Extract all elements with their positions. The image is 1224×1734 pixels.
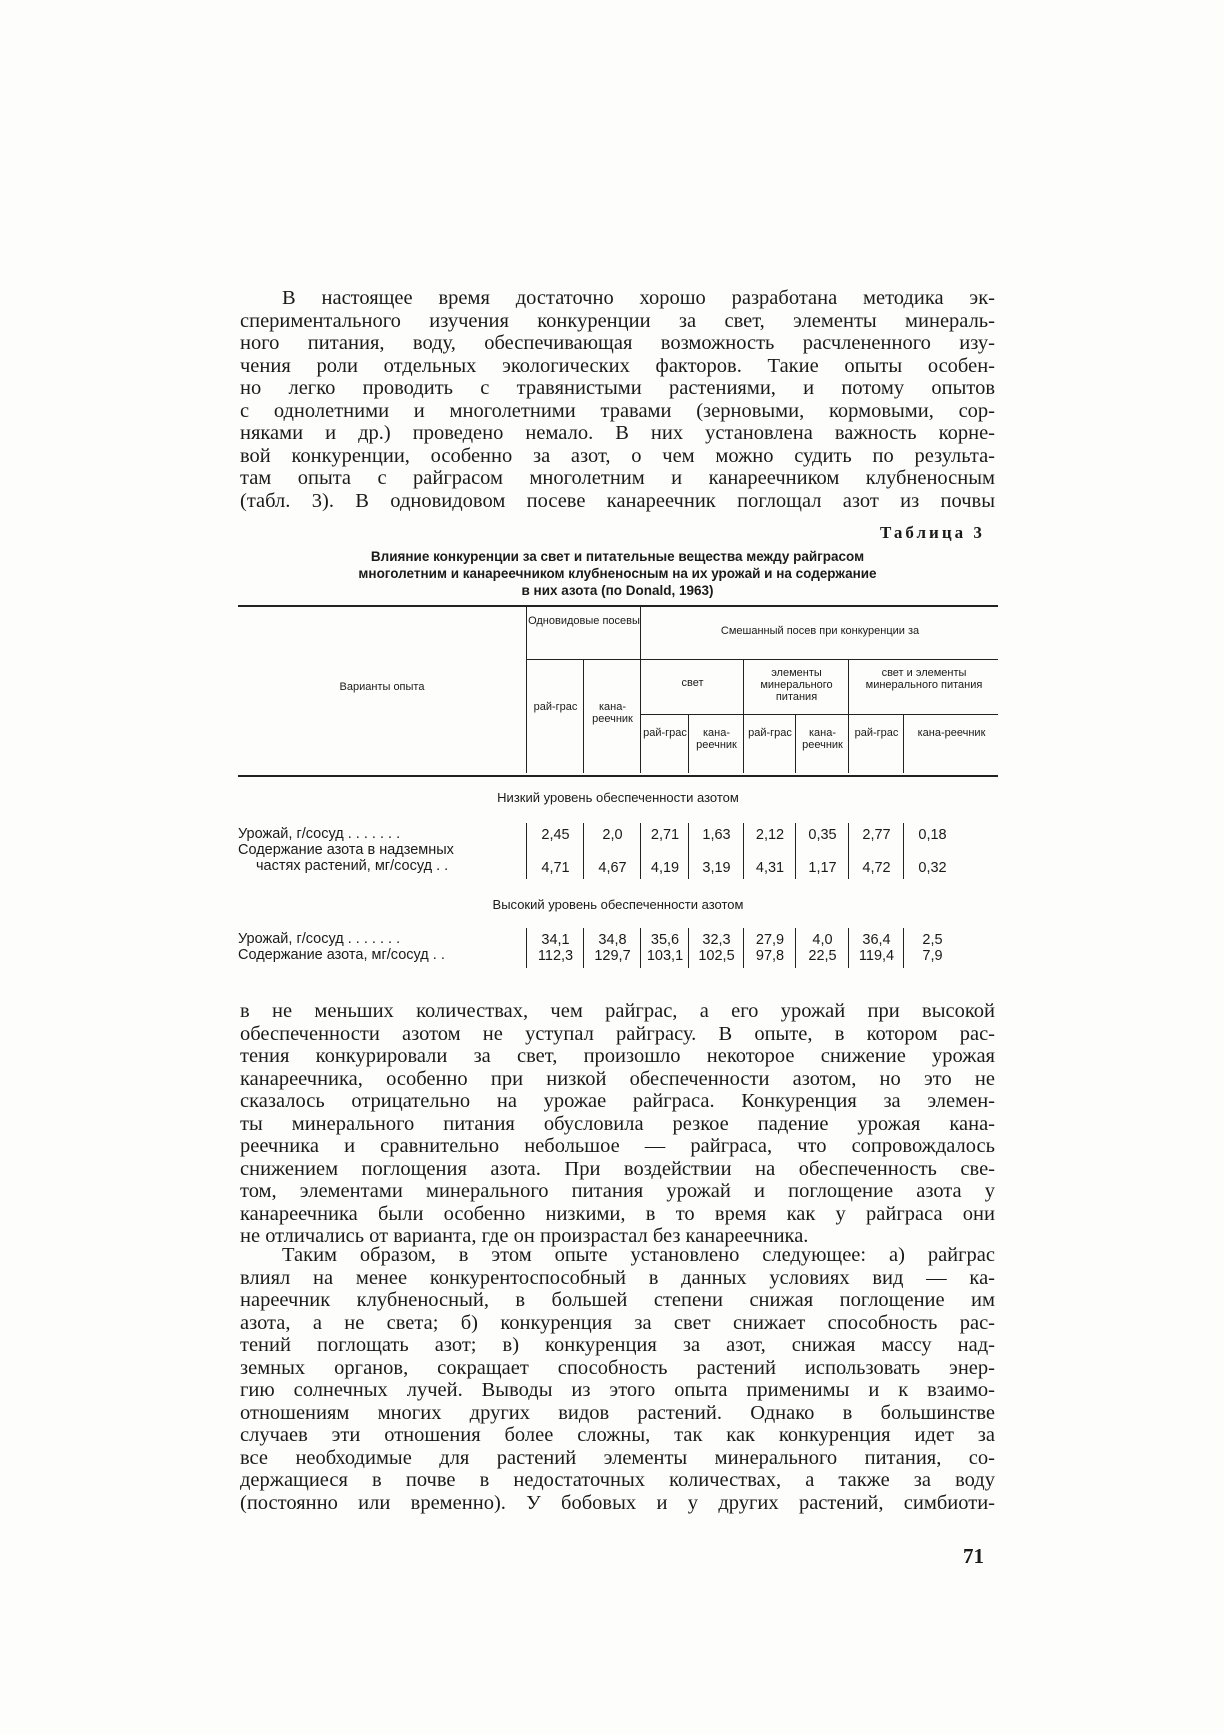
cell-value: 1,17	[808, 860, 837, 876]
text-line: В настоящее время достаточно хорошо разработана методика эк-	[282, 287, 995, 309]
cell-value: 2,0	[602, 827, 623, 843]
header-rye: рай-грас	[854, 727, 899, 739]
text-line: влиял на менее конкурентоспособный в данных условиях вид — ка-	[240, 1266, 995, 1289]
cell-value: 36,4	[862, 932, 891, 948]
header-canary: кана-реечник	[917, 727, 986, 739]
caption-line: многолетним и канареечником клубненосным на их урожай и на содержание	[358, 566, 877, 581]
text-line: сказалось отрицательно на урожае райграса. Конкуренция за элемен-	[240, 1090, 995, 1112]
cell-value: 4,72	[862, 860, 891, 876]
section-title-low: Низкий уровень обеспеченности азотом	[497, 790, 739, 805]
text-line: обеспеченности азотом не уступал райграсу. В опыте, в котором рас-	[240, 1022, 995, 1045]
cell-value: 102,5	[698, 948, 735, 964]
cell-value: 0,18	[918, 827, 947, 843]
header-light-mineral: свет и элементы минерального питания	[865, 667, 983, 691]
text-line: ного питания, воду, обеспечивающая возможность расчлененного изу-	[240, 332, 995, 354]
section-title-high: Высокий уровень обеспеченности азотом	[492, 897, 744, 912]
row-label: Урожай, г/сосуд . . . . . . .	[238, 931, 401, 947]
row-label: Урожай, г/сосуд . . . . . . .	[238, 826, 401, 842]
cell-value: 4,0	[812, 932, 833, 948]
text-line: Таким образом, в этом опыте установлено следующее: а) райграс	[282, 1244, 995, 1266]
caption-line: в них азота (по Donald, 1963)	[521, 583, 714, 598]
cell-value: 22,5	[808, 948, 837, 964]
table-caption	[240, 548, 995, 599]
text-line: все необходимые для растений элементы минерального питания, со-	[240, 1446, 995, 1469]
text-line: гию солнечных лучей. Выводы из этого опыта применимы и к взаимо-	[240, 1379, 995, 1401]
header-rye: рай-грас	[533, 701, 578, 713]
cell-value: 7,9	[922, 948, 943, 964]
cell-value: 34,1	[541, 932, 570, 948]
text-line: в не меньших количествах, чем райграс, а его урожай при высокой	[240, 1000, 995, 1022]
text-line: вой конкуренции, особенно за азот, о чем можно судить по результа-	[240, 444, 995, 467]
cell-value: 4,71	[541, 860, 570, 876]
text-line: отношениям многих других видов растений. Однако в большинстве	[240, 1401, 995, 1424]
text-line: ты минерального питания обусловила резкое падение урожая кана-	[240, 1112, 995, 1135]
header-rye: рай-грас	[748, 727, 792, 739]
text-line: нареечник клубненосный, в большей степени снижая поглощение им	[240, 1289, 995, 1311]
text-line: азота, а не света; б) конкуренция за свет снижает способность рас-	[240, 1311, 995, 1334]
text-line: канареечника, особенно при низкой обеспеченности азотом, но это не	[240, 1067, 995, 1090]
cell-value: 2,45	[541, 827, 570, 843]
text-line: не отличались от варианта, где он произрастал без канареечника.	[240, 1225, 809, 1247]
text-line: с однолетними и многолетними травами (зерновыми, кормовыми, сор-	[240, 399, 995, 422]
text-line: спериментального изучения конкуренции за свет, элементы минераль-	[240, 309, 995, 332]
text-line: но легко проводить с травянистыми растениями, и потому опытов	[240, 377, 995, 399]
cell-value: 4,19	[650, 860, 680, 876]
cell-value: 97,8	[755, 948, 785, 964]
text-line: чения роли отдельных экологических факторов. Такие опыты особен-	[240, 354, 995, 377]
text-line: реечника и сравнительно небольшое — райграса, что сопровождалось	[240, 1135, 995, 1157]
cell-value: 34,8	[598, 932, 627, 948]
cell-value: 2,71	[650, 827, 680, 843]
header-variants: Варианты опыта	[339, 681, 425, 693]
cell-value: 0,35	[808, 827, 837, 843]
row-label: Содержание азота в надземных	[238, 842, 454, 858]
paragraph-2	[240, 1000, 995, 1248]
cell-value: 0,32	[918, 860, 947, 876]
row-label: частях растений, мг/сосуд . .	[256, 858, 449, 874]
text-line: держащиеся в почве в недостаточных количествах, а также за воду	[240, 1469, 995, 1491]
text-line: (постоянно или временно). У бобовых и у других растений, симбиоти-	[240, 1491, 995, 1514]
text-line: тений поглощать азот; в) конкуренция за азот, снижая массу над-	[240, 1334, 995, 1356]
header-canary: кана-реечник	[802, 727, 843, 751]
cell-value: 2,12	[755, 827, 785, 843]
text-line: том, элементами минерального питания урожай и поглощение азота у	[240, 1180, 995, 1202]
cell-value: 2,77	[862, 827, 891, 843]
cell-value: 3,19	[702, 860, 731, 876]
header-light: свет	[681, 677, 704, 689]
cell-value: 2,5	[922, 932, 943, 948]
header-mixed: Смешанный посев при конкуренции за	[720, 625, 920, 637]
text-line: канареечника были особенно низкими, в то время как у райграса они	[240, 1202, 995, 1225]
row-label: Содержание азота, мг/сосуд . .	[238, 947, 445, 963]
text-line: случаев эти отношения более сложны, так как конкуренция идет за	[240, 1424, 995, 1446]
paragraph-1	[240, 287, 995, 512]
cell-value: 119,4	[858, 948, 895, 964]
text-line: там опыта с райграсом многолетним и канареечником клубненосным	[240, 467, 995, 489]
text-line: тения конкурировали за свет, произошло некоторое снижение урожая	[240, 1045, 995, 1067]
header-mono: Одновидовые посевы	[528, 615, 640, 627]
page-number: 71	[963, 1544, 984, 1568]
cell-value: 32,3	[702, 932, 731, 948]
header-canary: кана-реечник	[696, 727, 737, 751]
table-label: Таблица 3	[880, 523, 985, 542]
text-line: няками и др.) проведено немало. В них установлена важность корне-	[240, 422, 995, 444]
cell-value: 27,9	[755, 932, 785, 948]
cell-value: 112,3	[537, 948, 574, 964]
cell-value: 129,7	[594, 948, 631, 964]
header-mineral: элементы минерального питания	[760, 667, 833, 703]
header-canary: кана-реечник	[592, 701, 633, 725]
cell-value: 35,6	[650, 932, 680, 948]
cell-value: 4,31	[755, 860, 785, 876]
cell-value: 103,1	[646, 948, 684, 964]
cell-value: 1,63	[702, 827, 731, 843]
text-line: земных органов, сокращает способность растений использовать энер-	[240, 1356, 995, 1379]
header-rye: рай-грас	[643, 727, 687, 739]
text-line: снижением поглощения азота. При воздействии на обеспеченность све-	[240, 1157, 995, 1180]
cell-value: 4,67	[598, 860, 627, 876]
text-line: (табл. 3). В одновидовом посеве канареечник поглощал азот из почвы	[240, 489, 995, 512]
caption-line: Влияние конкуренции за свет и питательные вещества между райграсом	[370, 549, 865, 564]
paragraph-3	[240, 1244, 995, 1514]
